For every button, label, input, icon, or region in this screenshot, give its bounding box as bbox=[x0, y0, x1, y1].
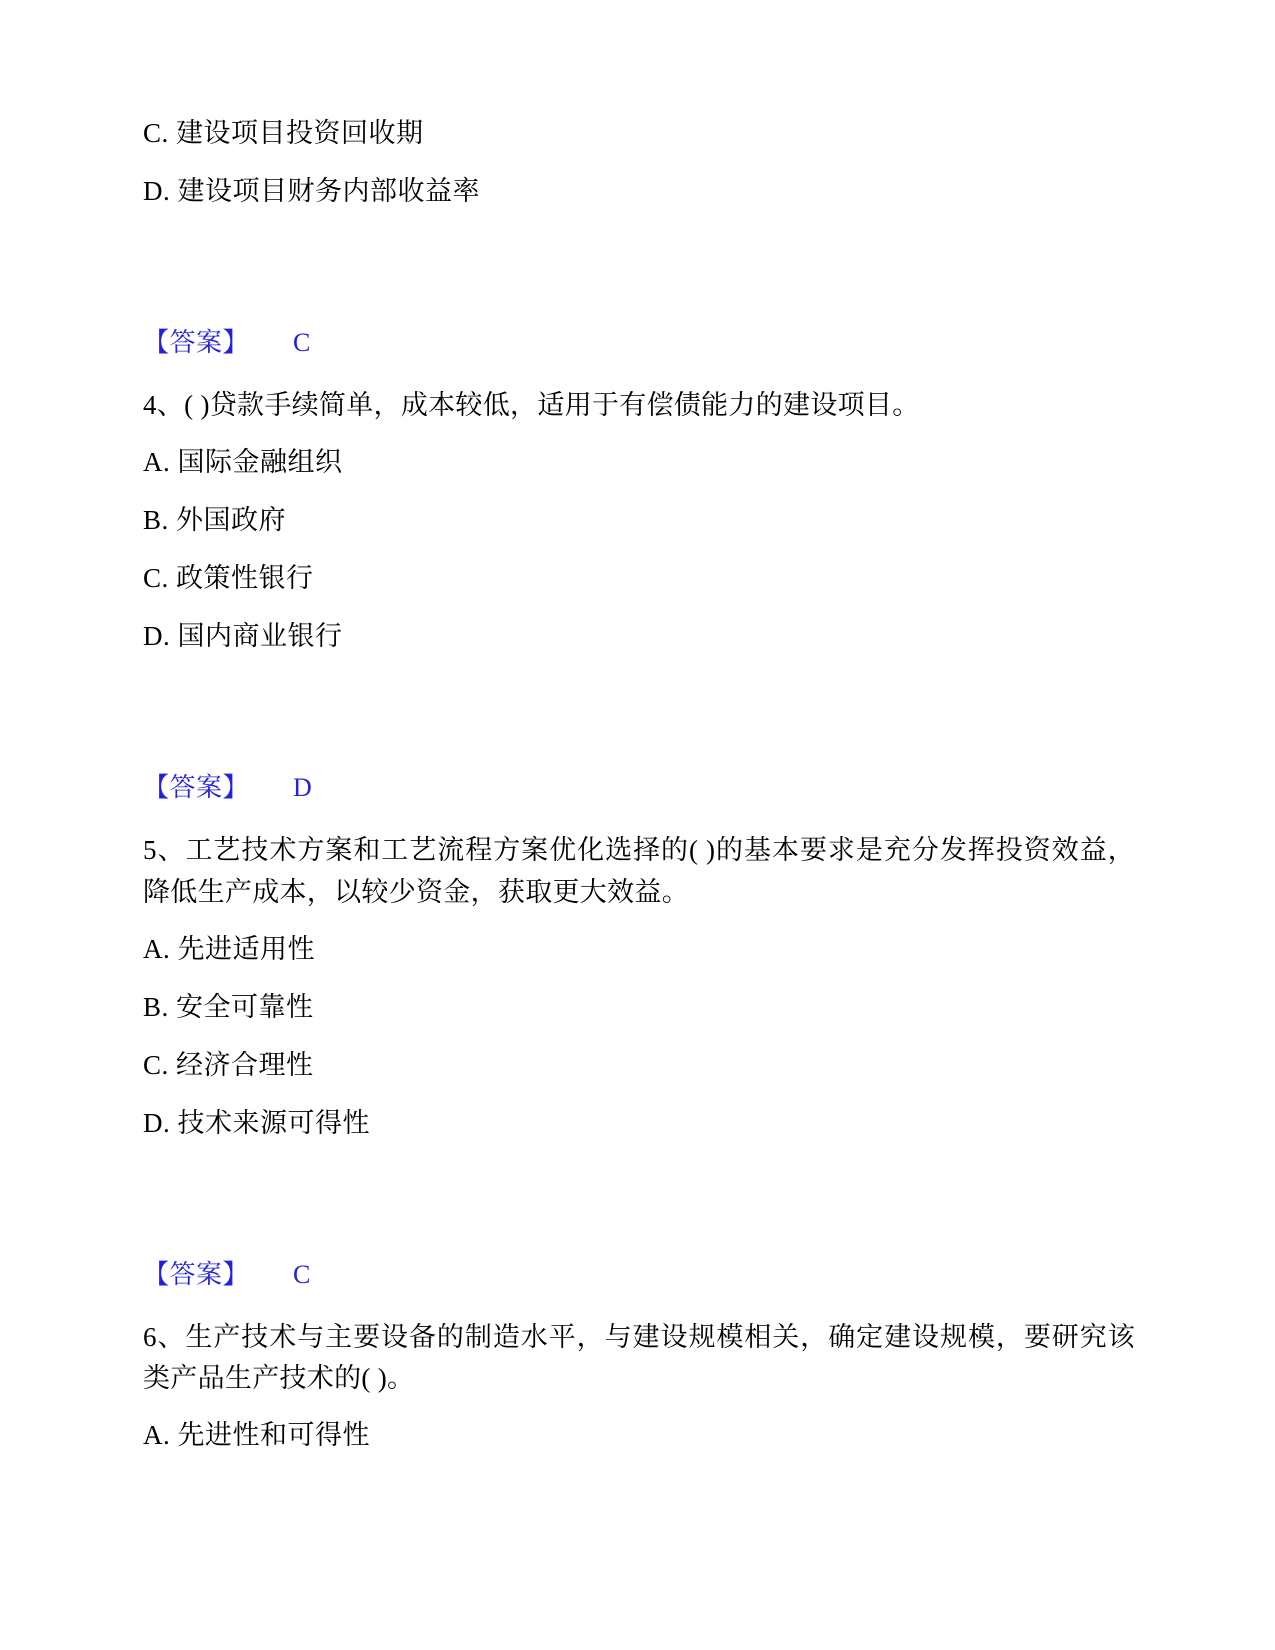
answer-row bbox=[143, 322, 1135, 359]
option-item: A. 先进适用性 bbox=[143, 933, 315, 964]
answer-value: C bbox=[293, 328, 311, 357]
option-item: D. 国内商业银行 bbox=[143, 620, 343, 651]
question-text: 6、生产技术与主要设备的制造水平，与建设规模相关，确定建设规模，要研究该类产品生产技术的( )。 bbox=[143, 1321, 1135, 1394]
option-item: C. 建设项目投资回收期 bbox=[143, 118, 424, 148]
option-item: D. 建设项目财务内部收益率 bbox=[143, 176, 480, 206]
answer-label: 【答案】 bbox=[143, 328, 250, 357]
option-item: A. 先进性和可得性 bbox=[143, 1420, 370, 1451]
option-item: C. 政策性银行 bbox=[143, 562, 314, 593]
answer-value: C bbox=[293, 1259, 311, 1289]
answer-label: 【答案】 bbox=[143, 1259, 250, 1289]
answer-row bbox=[143, 767, 1135, 804]
option-item: B. 安全可靠性 bbox=[143, 991, 314, 1022]
option-item: B. 外国政府 bbox=[143, 504, 287, 535]
answer-row bbox=[143, 1254, 1135, 1291]
answer-label: 【答案】 bbox=[143, 772, 250, 802]
option-item: D. 技术来源可得性 bbox=[143, 1107, 370, 1138]
question-text: 5、工艺技术方案和工艺流程方案优化选择的( )的基本要求是充分发挥投资效益，降低生产成本，以较少资金，获取更大效益。 bbox=[143, 834, 1135, 907]
option-item: A. 国际金融组织 bbox=[143, 446, 343, 477]
option-item: C. 经济合理性 bbox=[143, 1049, 314, 1080]
spacer bbox=[143, 236, 1135, 322]
spacer bbox=[143, 681, 1135, 767]
answer-value: D bbox=[293, 772, 313, 802]
question-text: 4、( )贷款手续简单，成本较低，适用于有偿债能力的建设项目。 bbox=[143, 390, 920, 420]
spacer bbox=[143, 1168, 1135, 1254]
